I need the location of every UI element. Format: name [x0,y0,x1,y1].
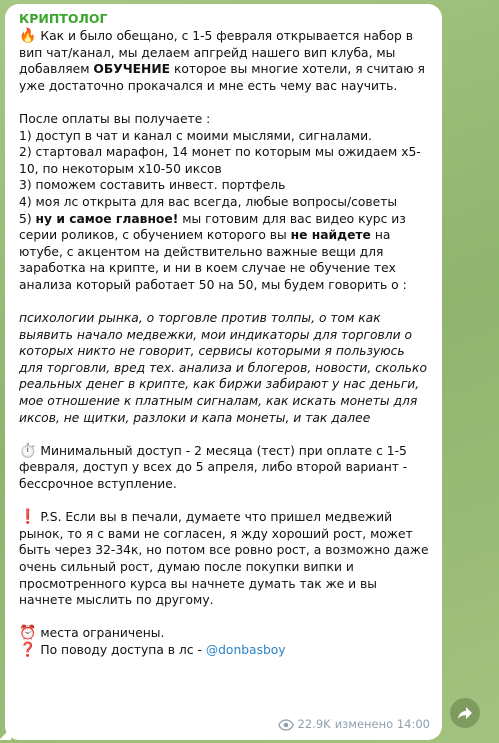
edited-time: изменено 14:00 [334,717,430,732]
fire-icon: 🔥 [19,28,37,44]
topics-italic-block: психологии рынка, о торговле против толпы, о том как выявить начало медвежки, мои индикаторы для торговли о которых никто не говорит, сервисы которыми я пользуюсь для торговли, вред тех. анализа и блогеров, новости, сколько реальных денег в крипте, как биржи забирают у нас деньги, мое отношение к платным сигналам, как искать монеты для иксов, не щитки, разлоки и капа монеты, и так далее [19,311,427,425]
alarm-clock-icon: ⏰ [19,625,37,642]
question-icon: ❓ [19,641,37,658]
item5-bold-notfound: не найдете [290,228,371,243]
views-count: 22.9K [297,717,331,732]
forward-button[interactable] [450,698,480,728]
list-item-4: 4) моя лс открыта для вас всегда, любые вопросы/советы [19,194,398,209]
min-access-text: Минимальный доступ - 2 месяца (тест) при оплате с 1-5 февраля, доступ у всех до 5 апреля, либо второй вариант - бессрочное вступление. [19,443,408,492]
ps-text: P.S. Если вы в печали, думаете что пришел медвежий рынок, то я с вами не согласен, я жду хороший рост, может быть через 32-34к, но потом все ровно рост, а возможно даже очень сильный рост, думаю после покупки випки и просмотренного курса вы начнете думать так же и вы начнете мыслить по другому. [19,510,429,608]
limited-text: места ограничены. [40,626,165,641]
list-item-2: 2) стартовал марафон, 14 монет по которым мы ожидаем х5-10, по некоторым х10-50 иксов [19,145,421,176]
ps-paragraph [19,509,432,609]
limited-line [19,625,432,642]
item5-text-b: мы готовим для вас видео курс из серии роликов, с обучением которого вы [19,211,406,243]
after-pay-heading: После оплаты вы получаете : [19,111,211,126]
access-line [19,642,432,659]
min-access-paragraph [19,443,432,493]
intro-paragraph [19,28,432,94]
list-item-1: 1) доступ в чат и канал с моими мыслями, сигналами. [19,128,373,143]
item5-prefix: 5) [19,211,36,226]
access-text: По поводу доступа в лс - [40,642,206,657]
exclamation-icon: ❗ [19,509,37,526]
item5-bold-main: ну и самое главное! [35,211,179,226]
intro-text-a: Как и было обещано, с 1-5 февраля открывается набор в вип чат/канал, мы делаем апгрейд нашего вип клуба, мы добавляем [19,29,413,77]
message-bubble[interactable] [5,4,442,740]
eye-icon [278,719,294,731]
list-item-5 [19,211,432,294]
message-meta [278,716,430,733]
item5-text-c: на ютубе, с акцентом на действительно важные вещи для заработка на крипте, и ни в коем случае не обучение тех анализа который работает 50 на 50, мы будем говорить о : [19,228,407,292]
sender-name[interactable]: КРИПТОЛОГ [19,11,108,26]
forward-arrow-icon [457,706,473,720]
username-link[interactable]: @donbasboy [205,642,286,657]
intro-text-b: которое вы многие хотели, я считаю я уже достаточно прокачался и мне есть чему вас научить. [19,62,425,93]
list-item-3: 3) поможем составить инвест. портфель [19,178,286,193]
intro-bold: ОБУЧЕНИЕ [93,62,171,77]
stopwatch-icon: ⏱️ [19,442,37,459]
